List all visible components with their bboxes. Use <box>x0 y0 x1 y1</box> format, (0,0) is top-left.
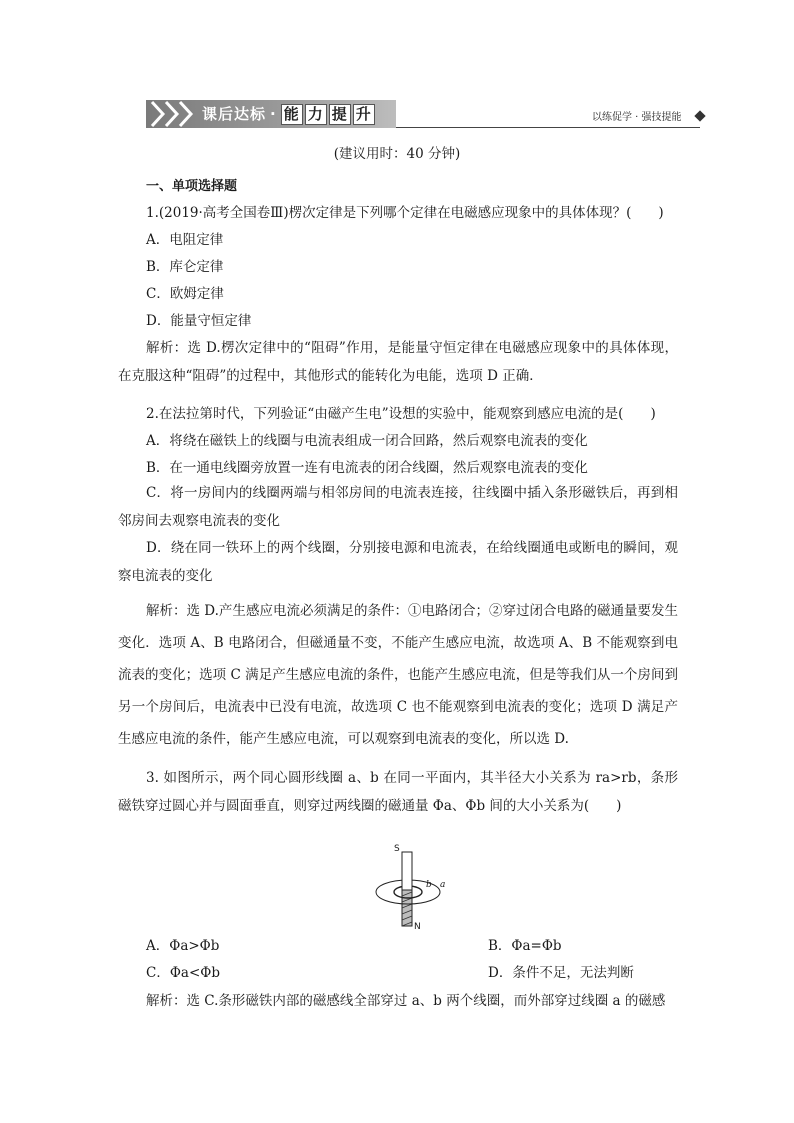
banner-title-part1: 课后达标 <box>202 105 267 123</box>
question-3-analysis: 解析：选 C.条形磁铁内部的磁感线全部穿过 a、b 两个线圈，而外部穿过线圈 a 的磁感 <box>146 993 666 1009</box>
question-3-option-d: D．条件不足，无法判断 <box>488 965 634 981</box>
magnet-s-label: S <box>394 844 400 854</box>
chevron-right-icon <box>176 100 196 128</box>
question-3-option-c: C．Φa<Φb <box>146 965 220 981</box>
question-1-option-b: B．库仑定律 <box>146 259 224 275</box>
question-1-analysis: 解析：选 D.楞次定律中的“阻碍”作用，是能量守恒定律在电磁感应现象中的具体体现，在克服这种“阻碍”的过程中，其他形式的能转化为电能，选项 D 正确． <box>118 340 678 384</box>
question-3-option-a: A．Φa>Φb <box>146 938 220 954</box>
coil-a-label: a <box>440 880 446 890</box>
magnet-coils-figure <box>368 846 448 932</box>
banner-box-char: 升 <box>353 104 375 125</box>
question-2-stem: 2.在法拉第时代，下列验证“由磁产生电”设想的实验中，能观察到感应电流的是( ) <box>146 406 656 422</box>
question-3-stem: 3. 如图所示，两个同心圆形线圈 a、b 在同一平面内，其半径大小关系为 ra>rb，条形磁铁穿过圆心并与圆面垂直，则穿过两线圈的磁通量 Φa、Φb 间的大小关系为( ) <box>118 770 678 814</box>
section-banner <box>146 100 396 128</box>
question-2-option-d: D．绕在同一铁环上的两个线圈，分别接电源和电流表，在给线圈通电或断电的瞬间，观察电流表的变化 <box>118 540 678 584</box>
banner-box-char: 提 <box>329 104 351 125</box>
section-heading: 一、单项选择题 <box>146 179 238 194</box>
diamond-icon <box>694 110 705 121</box>
question-2-option-a: A．将绕在磁铁上的线圈与电流表组成一闭合回路，然后观察电流表的变化 <box>146 433 588 449</box>
question-1-option-d: D．能量守恒定律 <box>146 313 252 329</box>
banner-title <box>202 103 377 125</box>
question-3-option-b: B．Φa=Φb <box>488 938 562 954</box>
magnet-n-label: N <box>414 922 421 932</box>
question-2-option-b: B．在一通电线圈旁放置一连有电流表的闭合线圈，然后观察电流表的变化 <box>146 460 588 476</box>
header-slogan: 以练促学 · 强技提能 <box>592 112 682 123</box>
header-rule <box>396 127 700 128</box>
magnet-diagram <box>368 846 448 932</box>
question-1-option-c: C．欧姆定律 <box>146 286 224 302</box>
banner-box-char: 能 <box>281 104 303 125</box>
question-2-option-c: C．将一房间内的线圈两端与相邻房间的电流表连接，往线圈中插入条形磁铁后，再到相邻房间去观察电流表的变化 <box>118 485 678 529</box>
banner-box-char: 力 <box>305 104 327 125</box>
banner-separator: · <box>270 105 277 123</box>
question-1-option-a: A．电阻定律 <box>146 232 224 248</box>
coil-b-label: b <box>426 880 432 890</box>
suggested-time: (建议用时：40 分钟) <box>333 146 461 162</box>
question-2-analysis: 解析：选 D.产生感应电流必须满足的条件：①电路闭合；②穿过闭合电路的磁通量要发生变化．选项 A、B 电路闭合，但磁通量不变，不能产生感应电流，故选项 A、B 不能观察到电流表的变化；选项 C 满足产生感应电流的条件，也能产生感应电流，但是等我们从一个房间到另一个房间后，电流表中已没有电流，故选项 C 也不能观察到电流表的变化；选项 D 满足产生感应电流的条件，能产生感应电流，可以观察到电流表的变化，所以选 D. <box>118 603 678 747</box>
question-1-stem: 1.(2019·高考全国卷Ⅲ)楞次定律是下列哪个定律在电磁感应现象中的具体体现？( ) <box>146 205 664 221</box>
